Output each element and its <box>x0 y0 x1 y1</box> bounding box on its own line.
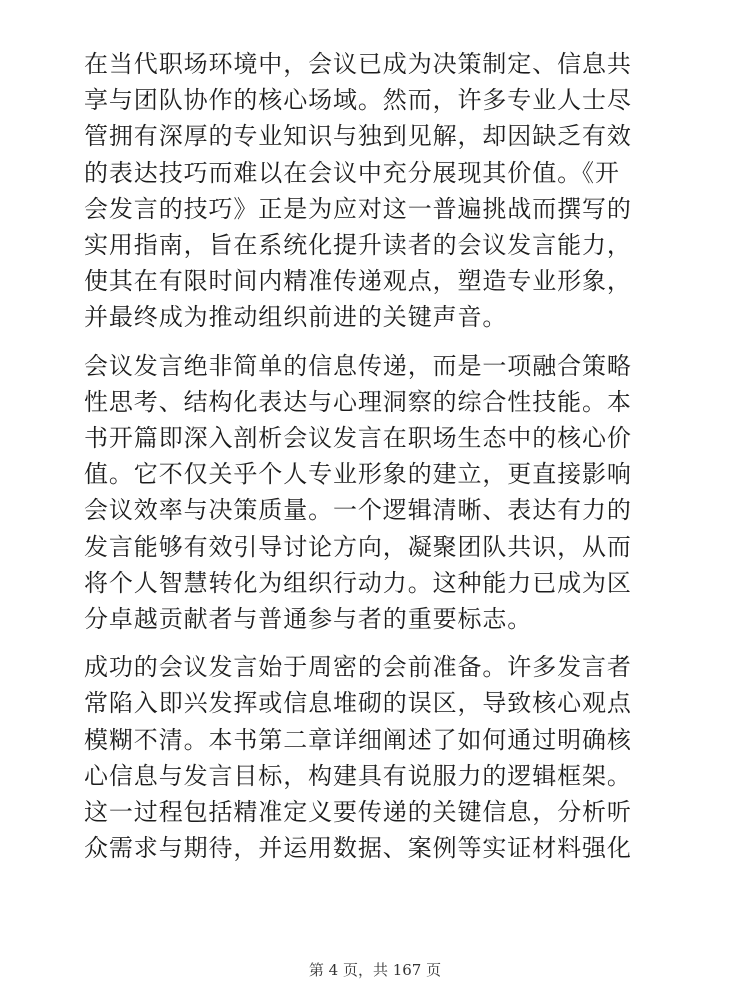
document-body <box>84 46 674 878</box>
text-line: 书开篇即深入剖析会议发言在职场生态中的核心价 <box>84 424 632 453</box>
text-line: 成功的会议发言始于周密的会前准备。许多发言者 <box>84 653 632 682</box>
text-line: 值。它不仅关乎个人专业形象的建立，更直接影响 <box>84 460 632 489</box>
paragraph-2 <box>84 348 674 638</box>
text-line: 分卓越贡献者与普通参与者的重要标志。 <box>84 605 533 634</box>
text-line: 众需求与期待，并运用数据、案例等实证材料强化 <box>84 834 632 863</box>
text-line: 性思考、结构化表达与心理洞察的综合性技能。本 <box>84 387 632 416</box>
text-line: 发言能够有效引导讨论方向，凝聚团队共识，从而 <box>84 532 632 561</box>
text-line: 常陷入即兴发挥或信息堆砌的误区，导致核心观点 <box>84 689 632 718</box>
text-line: 的表达技巧而难以在会议中充分展现其价值。《开 <box>84 158 620 187</box>
text-line: 模糊不清。本书第二章详细阐述了如何通过明确核 <box>84 725 632 754</box>
paragraph-3 <box>84 649 674 866</box>
text-line: 心信息与发言目标，构建具有说服力的逻辑框架。 <box>84 761 632 790</box>
text-line: 实用指南，旨在系统化提升读者的会议发言能力， <box>84 231 632 260</box>
paragraph-1 <box>84 46 674 336</box>
text-line: 这一过程包括精准定义要传递的关键信息，分析听 <box>84 798 632 827</box>
text-line: 使其在有限时间内精准传递观点，塑造专业形象， <box>84 267 632 296</box>
text-line: 会议效率与决策质量。一个逻辑清晰、表达有力的 <box>84 496 632 525</box>
text-line: 在当代职场环境中，会议已成为决策制定、信息共 <box>84 50 632 78</box>
text-line: 会议发言绝非简单的信息传递，而是一项融合策略 <box>84 351 632 380</box>
text-line: 并最终成为推动组织前进的关键声音。 <box>84 303 508 332</box>
text-line: 享与团队协作的核心场域。然而，许多专业人士尽 <box>84 86 632 115</box>
page-number: 第 4 页，共 167 页 <box>308 961 442 979</box>
text-line: 会发言的技巧》正是为应对这一普遍挑战而撰写的 <box>84 194 632 223</box>
text-line: 管拥有深厚的专业知识与独到见解，却因缺乏有效 <box>84 122 632 151</box>
text-line: 将个人智慧转化为组织行动力。这种能力已成为区 <box>84 568 632 597</box>
